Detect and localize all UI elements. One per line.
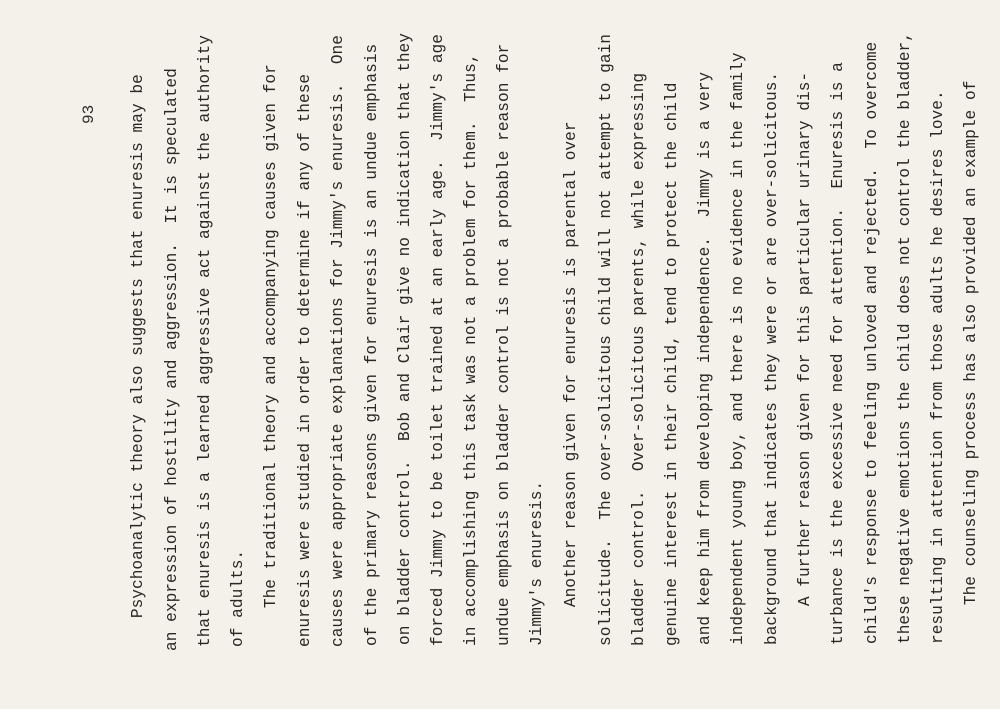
text-line: genuine interest in their child, tend to protect the child	[663, 82, 681, 646]
text-line: background that indicates they were or are over-solicitous.	[763, 71, 781, 645]
text-line: an expression of hostility and aggression. It is speculated	[163, 68, 181, 651]
text-line: child's response to feeling unloved and rejected. To overcome	[863, 41, 881, 644]
text-line: solicitude. The over-solicitous child will not attempt to gain	[597, 34, 615, 646]
text-line: Psychoanalytic theory also suggests that enuresis may be	[129, 74, 147, 657]
text-line: forced Jimmy to be toilet trained at an early age. Jimmy's age	[429, 34, 447, 646]
text-line: that enuresis is a learned aggressive act against the authority	[196, 35, 214, 647]
page-number: 93	[80, 104, 98, 124]
text-line: on bladder control. Bob and Clair give no indication that they	[396, 33, 414, 645]
text-line: Jimmy's enuresis.	[528, 480, 546, 646]
text-line: independent young boy, and there is no evidence in the family	[729, 52, 747, 645]
text-line: in accomplishing this task was not a problem for them. Thus,	[462, 53, 480, 646]
text-line: A further reason given for this particular urinary dis-	[796, 71, 814, 645]
text-line: of adults.	[229, 549, 247, 647]
text-line: resulting in attention from those adults he desires love.	[929, 90, 947, 644]
text-line: The counseling process has also provided an example of	[962, 80, 980, 644]
text-line: undue emphasis on bladder control is not a probable reason for	[495, 43, 513, 646]
text-line: turbance is the excessive need for attention. Enuresis is a	[829, 62, 847, 645]
text-line: causes were appropriate explanations for Jimmy's enuresis. One	[329, 35, 347, 647]
text-line: Another reason given for enuresis is parental over	[562, 121, 580, 646]
text-line: enuresis were studied in order to determine if any of these	[296, 73, 314, 647]
text-line: bladder control. Over-solicitous parents, while expressing	[630, 72, 648, 646]
text-line: The traditional theory and accompanying causes given for	[262, 64, 280, 647]
text-line: of the primary reasons given for enuresis is an undue emphasis	[363, 43, 381, 646]
text-line: and keep him from developing independence. Jimmy is a very	[696, 71, 714, 645]
text-line: these negative emotions the child does not control the bladder,	[896, 32, 914, 644]
